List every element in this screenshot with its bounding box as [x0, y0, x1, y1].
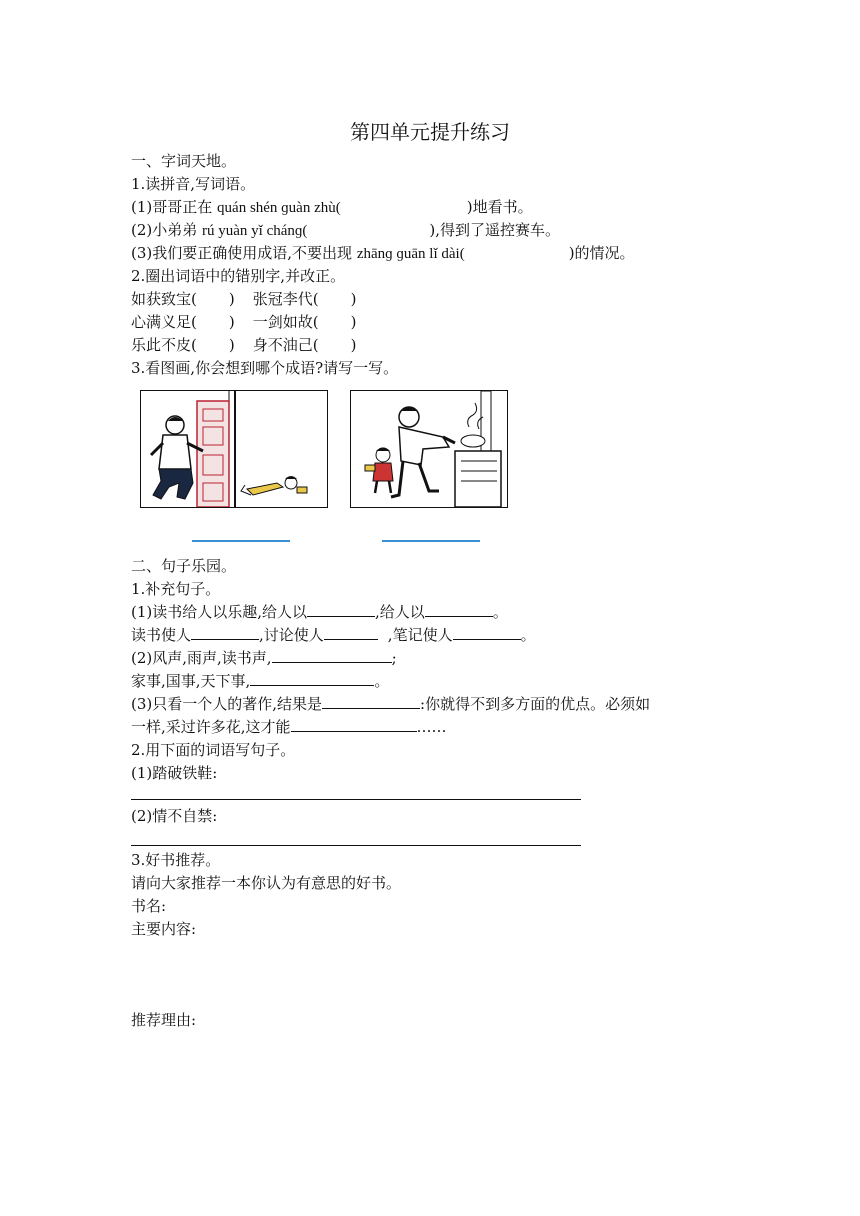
- answer-line-idiom-1[interactable]: [192, 540, 290, 542]
- pinyin-line-2: (2)小弟弟 rú yuàn yǐ chánɡ( ),得到了遥控赛车。: [131, 221, 561, 239]
- door-scene-image: [141, 391, 327, 507]
- blank[interactable]: [291, 717, 417, 732]
- question-2-1: 1.补充句子。: [131, 580, 221, 598]
- typo-row-2: 心满义足( ) 一剑如故( ): [131, 313, 357, 331]
- illustration-2: [350, 390, 508, 508]
- blank[interactable]: [191, 625, 259, 640]
- blank[interactable]: [272, 648, 392, 663]
- pinyin-line-1: (1)哥哥正在 quán shén ɡuàn zhù( )地看书。: [131, 198, 533, 216]
- section-1-heading: 一、字词天地。: [131, 152, 237, 170]
- question-2-2: 2.用下面的词语写句子。: [131, 741, 296, 759]
- typo-row-3: 乐此不皮( ) 身不油己( ): [131, 336, 357, 354]
- fill-line-4: 家事,国事,天下事, 。: [131, 672, 390, 690]
- blank[interactable]: [322, 694, 420, 709]
- section-2-heading: 二、句子乐园。: [131, 557, 237, 575]
- fill-line-3: (2)风声,雨声,读书声, ;: [131, 649, 397, 667]
- typo-row-1: 如获致宝( ) 张冠李代( ): [131, 290, 357, 308]
- reason-label: 推荐理由:: [131, 1011, 197, 1029]
- blank[interactable]: [250, 671, 374, 686]
- blank[interactable]: [453, 625, 521, 640]
- blank[interactable]: [307, 602, 375, 617]
- pinyin-line-3: (3)我们要正确使用成语,不要出现 zhānɡ ɡuān lǐ dài( )的情况。: [131, 244, 635, 262]
- blank[interactable]: [425, 602, 493, 617]
- main-content-label: 主要内容:: [131, 920, 197, 938]
- question-2-3: 3.好书推荐。: [131, 851, 221, 869]
- question-1-2: 2.圈出词语中的错别字,并改正。: [131, 267, 346, 285]
- fill-line-5: (3)只看一个人的著作,结果是 :你就得不到多方面的优点。必须如: [131, 695, 651, 713]
- fill-line-6: 一样,采过许多花,这才能 ……: [131, 718, 447, 736]
- sentence-prompt-2: (2)情不自禁:: [131, 807, 218, 825]
- fill-line-1: (1)读书给人以乐趣,给人以 ,给人以 。: [131, 603, 508, 621]
- answer-line-sentence-2[interactable]: [131, 845, 581, 846]
- fill-line-2: 读书使人 ,讨论使人 ,笔记使人 。: [131, 626, 536, 644]
- illustration-1: [140, 390, 328, 508]
- question-1-3: 3.看图画,你会想到哪个成语?请写一写。: [131, 359, 399, 377]
- page-title: 第四单元提升练习: [350, 120, 510, 144]
- book-recommend-desc: 请向大家推荐一本你认为有意思的好书。: [131, 874, 402, 892]
- blank[interactable]: [324, 625, 378, 640]
- cooking-scene-image: [351, 391, 507, 507]
- sentence-prompt-1: (1)踏破铁鞋:: [131, 764, 218, 782]
- answer-line-idiom-2[interactable]: [382, 540, 480, 542]
- answer-line-sentence-1[interactable]: [131, 799, 581, 800]
- book-name-label: 书名:: [131, 897, 167, 915]
- question-1-1: 1.读拼音,写词语。: [131, 175, 256, 193]
